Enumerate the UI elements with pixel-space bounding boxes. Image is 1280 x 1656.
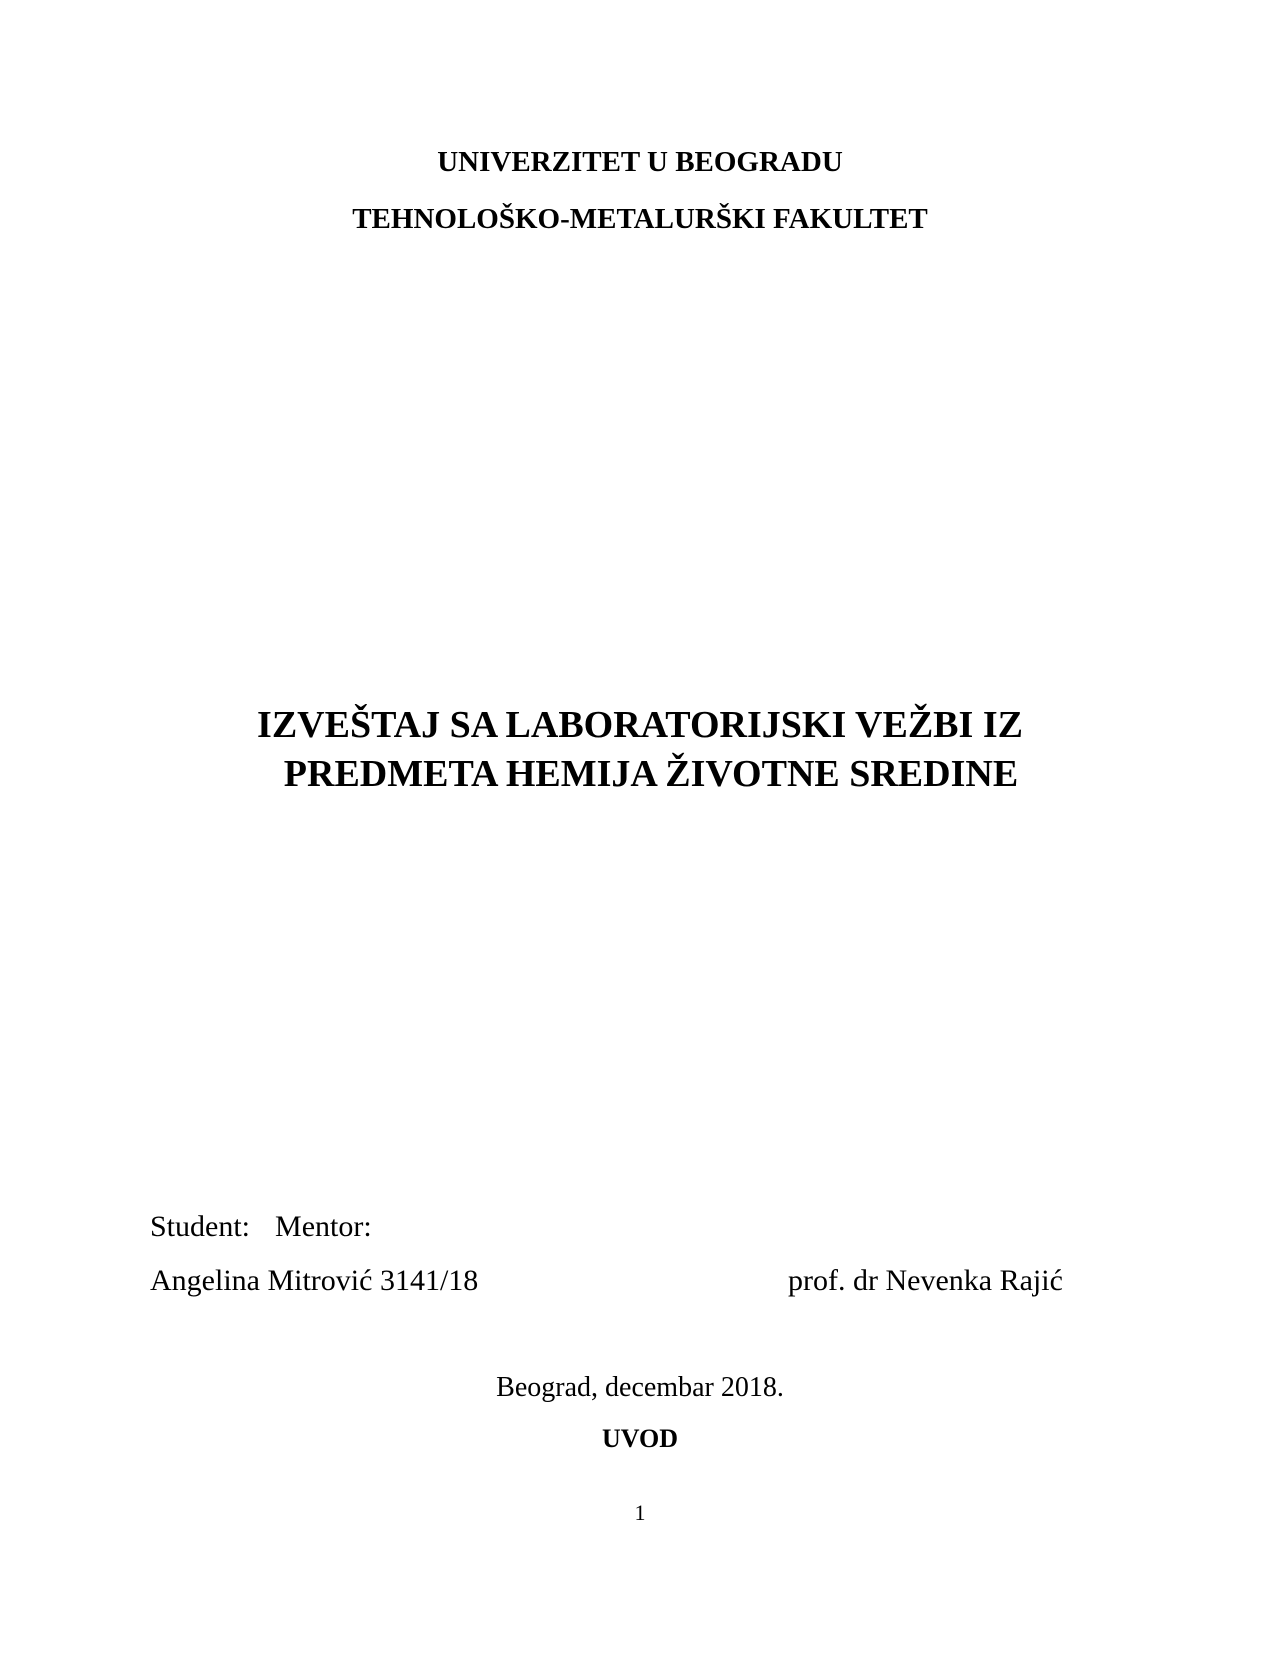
page-number: 1	[634, 1500, 646, 1525]
report-title-line-2: PREDMETA HEMIJA ŽIVOTNE SREDINE	[283, 753, 1019, 795]
people-labels	[150, 1210, 372, 1244]
section-heading: UVOD	[601, 1424, 679, 1453]
student-label: Student:	[150, 1210, 251, 1243]
place-and-date: Beograd, decembar 2018.	[496, 1372, 784, 1403]
faculty-name: TEHNOLOŠKO-METALURŠKI FAKULTET	[352, 203, 928, 235]
mentor-name: prof. dr Nevenka Rajić	[788, 1264, 1063, 1297]
report-title-line-1: IZVEŠTAJ SA LABORATORIJSKI VEŽBI IZ	[257, 704, 1023, 746]
mentor-label: Mentor:	[275, 1210, 372, 1243]
student-name: Angelina Mitrović 3141/18	[150, 1264, 479, 1297]
university-name: UNIVERZITET U BEOGRADU	[437, 146, 843, 178]
